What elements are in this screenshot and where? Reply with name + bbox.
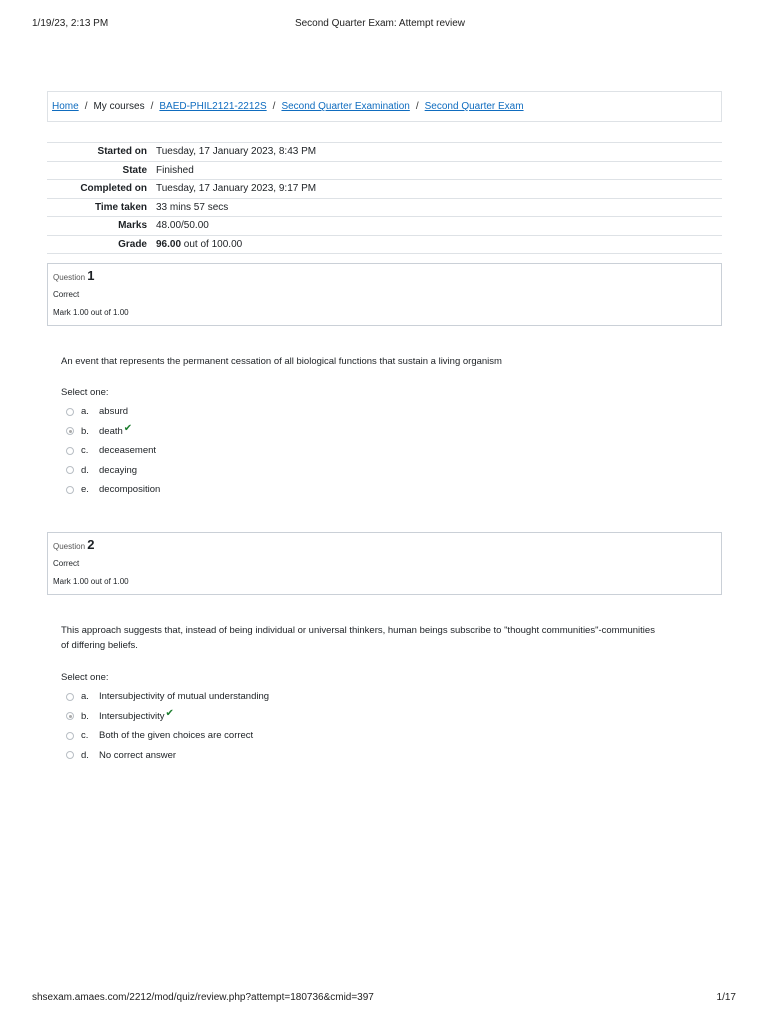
summary-row-started bbox=[47, 143, 722, 162]
check-icon: ✔ bbox=[165, 707, 174, 719]
answer-option[interactable] bbox=[66, 441, 160, 461]
time-taken-value: 33 mins 57 secs bbox=[156, 201, 229, 213]
option-letter: d. bbox=[81, 749, 89, 761]
started-on-label: Started on bbox=[97, 146, 147, 158]
attempt-summary-table bbox=[47, 142, 722, 254]
question-number-value: 1 bbox=[87, 268, 95, 283]
summary-row-state bbox=[47, 161, 722, 180]
radio-button[interactable] bbox=[66, 751, 74, 759]
question-number bbox=[53, 268, 716, 283]
question-grade: Mark 1.00 out of 1.00 bbox=[53, 308, 129, 317]
grade-value bbox=[151, 235, 722, 254]
breadcrumb-course-link[interactable]: BAED-PHIL2121-2212S bbox=[159, 101, 267, 112]
option-text: deceasement bbox=[99, 445, 157, 457]
question-info-2 bbox=[47, 532, 722, 595]
option-letter: b. bbox=[81, 425, 89, 437]
answer-option[interactable] bbox=[66, 746, 269, 766]
state-label: State bbox=[122, 164, 147, 176]
question-info-1 bbox=[47, 263, 722, 326]
print-url: shsexam.amaes.com/2212/mod/quiz/review.php?attempt=180736&cmid=397 bbox=[32, 992, 374, 1003]
option-text: Both of the given choices are correct bbox=[99, 730, 254, 742]
radio-button[interactable] bbox=[66, 693, 74, 701]
grade-out-of: out of 100.00 bbox=[181, 238, 243, 250]
option-letter: a. bbox=[81, 406, 89, 418]
answer-option[interactable] bbox=[66, 687, 269, 707]
option-letter: b. bbox=[81, 710, 89, 722]
select-one-prompt: Select one: bbox=[61, 672, 109, 683]
completed-on-label: Completed on bbox=[80, 183, 147, 195]
completed-on-value: Tuesday, 17 January 2023, 9:17 PM bbox=[156, 183, 317, 195]
breadcrumb-separator: / bbox=[150, 101, 154, 112]
option-letter: c. bbox=[81, 730, 89, 742]
summary-row-completed bbox=[47, 180, 722, 199]
answer-option[interactable] bbox=[66, 402, 160, 422]
answer-option[interactable] bbox=[66, 707, 269, 727]
grade-label: Grade bbox=[118, 238, 147, 250]
option-text: death bbox=[99, 425, 123, 437]
page-number: 1/17 bbox=[716, 992, 736, 1003]
summary-row-time bbox=[47, 198, 722, 217]
breadcrumb-my-courses: My courses bbox=[93, 101, 145, 112]
option-text: Intersubjectivity bbox=[99, 710, 165, 722]
check-icon: ✔ bbox=[123, 422, 133, 434]
radio-button[interactable] bbox=[66, 712, 74, 720]
answer-option[interactable] bbox=[66, 480, 160, 500]
radio-button[interactable] bbox=[66, 427, 74, 435]
option-text: decomposition bbox=[99, 484, 161, 496]
radio-button[interactable] bbox=[66, 447, 74, 455]
marks-value: 48.00/50.00 bbox=[156, 220, 209, 232]
radio-button[interactable] bbox=[66, 408, 74, 416]
radio-button[interactable] bbox=[66, 466, 74, 474]
option-text: No correct answer bbox=[99, 749, 177, 761]
option-text: Intersubjectivity of mutual understanding bbox=[99, 691, 270, 703]
answer-options-1 bbox=[66, 402, 160, 500]
answer-option[interactable] bbox=[66, 726, 269, 746]
summary-row-grade bbox=[47, 235, 722, 254]
question-label: Question bbox=[53, 542, 86, 551]
started-on-value: Tuesday, 17 January 2023, 8:43 PM bbox=[156, 146, 317, 158]
breadcrumb-separator: / bbox=[415, 101, 419, 112]
answer-option[interactable] bbox=[66, 422, 160, 442]
option-text: absurd bbox=[99, 406, 129, 418]
breadcrumb-separator: / bbox=[84, 101, 88, 112]
marks-label: Marks bbox=[118, 220, 147, 232]
radio-button[interactable] bbox=[66, 486, 74, 494]
print-header bbox=[32, 18, 728, 32]
grade-score: 96.00 bbox=[156, 238, 182, 250]
print-title: Second Quarter Exam: Attempt review bbox=[294, 18, 466, 29]
option-text: decaying bbox=[99, 464, 138, 476]
breadcrumb-section-link[interactable]: Second Quarter Examination bbox=[281, 101, 410, 112]
option-letter: c. bbox=[81, 445, 89, 457]
radio-button[interactable] bbox=[66, 732, 74, 740]
breadcrumb-separator: / bbox=[272, 101, 276, 112]
question-state: Correct bbox=[53, 290, 80, 299]
question-number-value: 2 bbox=[87, 537, 95, 552]
print-footer bbox=[32, 992, 736, 1003]
breadcrumb-quiz-link[interactable]: Second Quarter Exam bbox=[424, 101, 524, 112]
time-taken-label: Time taken bbox=[94, 201, 147, 213]
question-number bbox=[53, 537, 716, 552]
select-one-prompt: Select one: bbox=[61, 387, 109, 398]
breadcrumb bbox=[47, 91, 722, 122]
question-text-1: An event that represents the permanent cessation of all biological functions that sustain a living organism bbox=[61, 356, 502, 367]
summary-row-marks bbox=[47, 217, 722, 236]
option-letter: e. bbox=[81, 484, 89, 496]
print-datetime: 1/19/23, 2:13 PM bbox=[32, 18, 109, 29]
question-state: Correct bbox=[53, 559, 80, 568]
option-letter: a. bbox=[81, 691, 89, 703]
question-grade: Mark 1.00 out of 1.00 bbox=[53, 577, 129, 586]
answer-option[interactable] bbox=[66, 461, 160, 481]
answer-options-2 bbox=[66, 687, 269, 765]
question-text-2: This approach suggests that, instead of being individual or universal thinkers, human beings subscribe to "thought communities"-communities of differing beliefs. bbox=[61, 625, 655, 651]
question-label: Question bbox=[53, 273, 86, 282]
state-value: Finished bbox=[156, 164, 194, 176]
breadcrumb-home-link[interactable]: Home bbox=[52, 101, 79, 112]
option-letter: d. bbox=[81, 464, 89, 476]
